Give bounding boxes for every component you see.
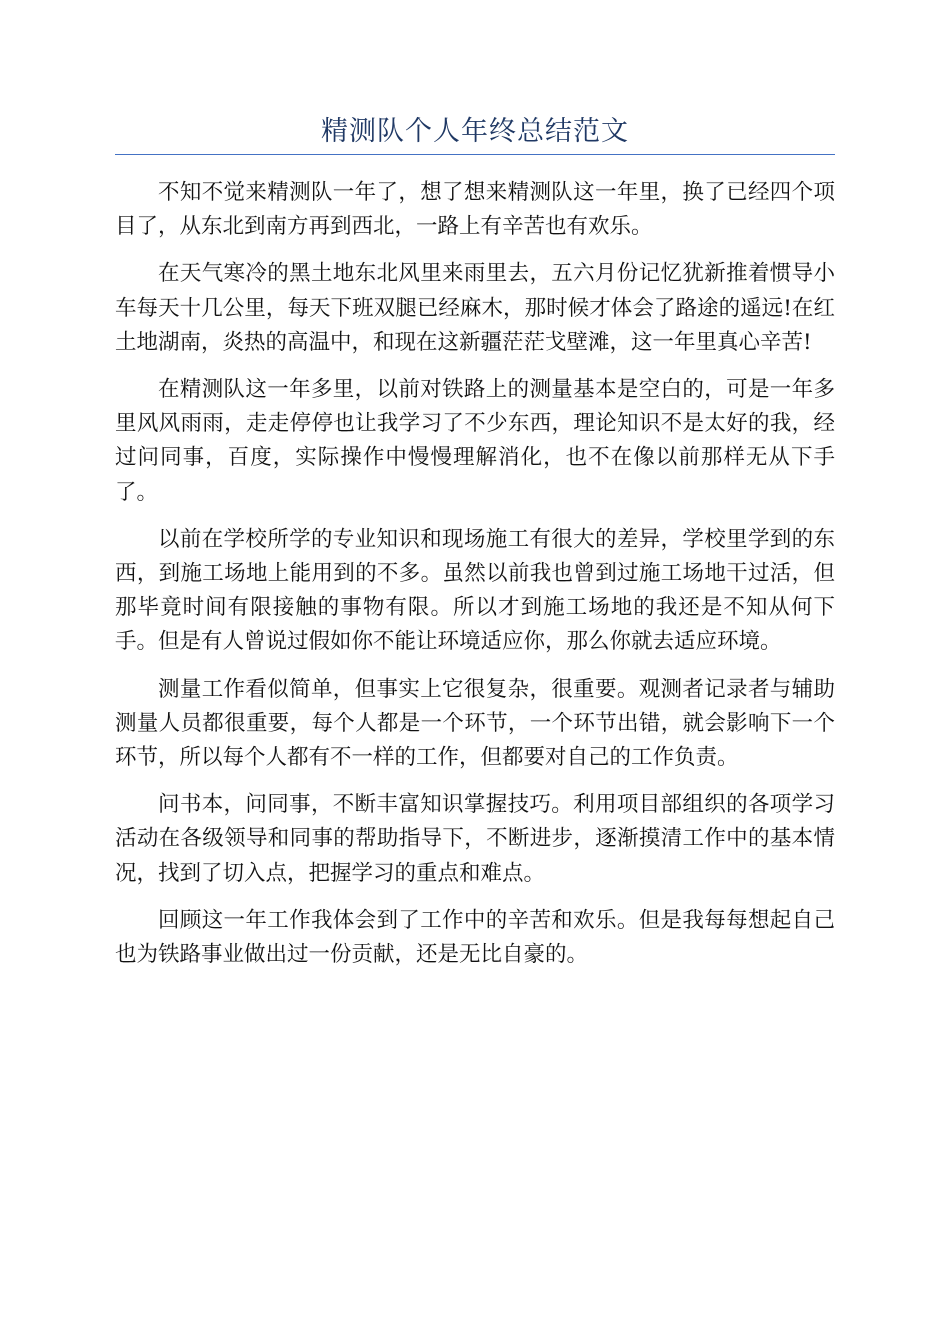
paragraph-5: 测量工作看似简单，但事实上它很复杂，很重要。观测者记录者与辅助测量人员都很重要，每个人都是一个环节，一个环节出错，就会影响下一个环节，所以每个人都有不一样的工作，但都要对自己的工作负责。 bbox=[115, 676, 835, 771]
paragraph-6: 问书本，问同事，不断丰富知识掌握技巧。利用项目部组织的各项学习活动在各级领导和同事的帮助指导下，不断进步，逐渐摸清工作中的基本情况，找到了切入点，把握学习的重点和难点。 bbox=[115, 792, 835, 886]
paragraph-2: 在天气寒冷的黑土地东北风里来雨里去，五六月份记忆犹新推着惯导小车每天十几公里，每天下班双腿已经麻木，那时候才体会了路途的遥远!在红土地湖南，炎热的高温中，和现在这新疆茫茫戈壁滩，这一年里真心辛苦! bbox=[115, 261, 835, 355]
paragraph-4: 以前在学校所学的专业知识和现场施工有很大的差异，学校里学到的东西，到施工场地上能用到的不多。虽然以前我也曾到过施工场地干过活，但那毕竟时间有限接触的事物有限。所以才到施工场地的我还是不知从何下手。但是有人曾说过假如你不能让环境适应你，那么你就去适应环境。 bbox=[115, 526, 835, 655]
paragraph-7: 回顾这一年工作我体会到了工作中的辛苦和欢乐。但是我每每想起自己也为铁路事业做出过一份贡献，还是无比自豪的。 bbox=[115, 907, 835, 968]
paragraph-1: 不知不觉来精测队一年了，想了想来精测队这一年里，换了已经四个项目了，从东北到南方再到西北，一路上有辛苦也有欢乐。 bbox=[115, 180, 835, 240]
paragraph-3: 在精测队这一年多里，以前对铁路上的测量基本是空白的，可是一年多里风风雨雨，走走停停也让我学习了不少东西，理论知识不是太好的我，经过问同事，百度，实际操作中慢慢理解消化，也不在像以前那样无从下手了。 bbox=[115, 377, 835, 505]
title-underline bbox=[115, 154, 835, 155]
document-body bbox=[115, 176, 835, 985]
document-title: 精测队个人年终总结范文 bbox=[321, 116, 629, 147]
